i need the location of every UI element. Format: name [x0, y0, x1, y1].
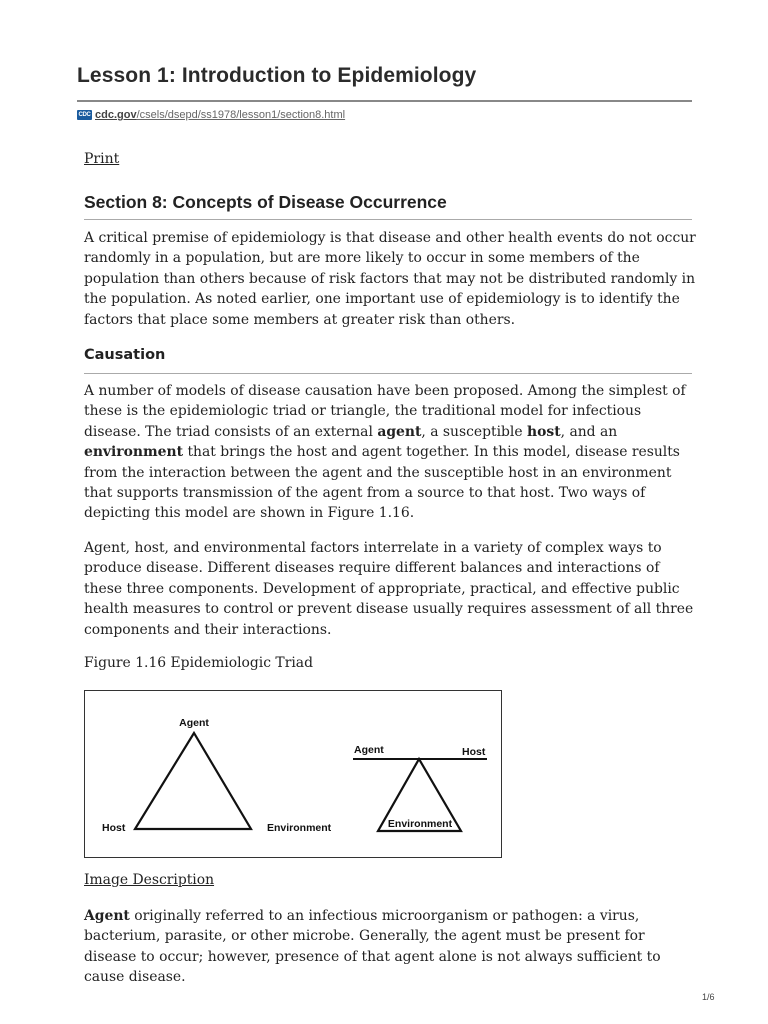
triangle-environment-label: Environment — [267, 822, 332, 834]
causation-paragraph-2: Agent, host, and environmental factors interrelate in a variety of complex ways to produce disease. Different diseases require different balances and interactions of these three components. Development of appropriate, practical, and effective public health measures to control or prevent disease usually requires assessment of all three components and their interactions. — [84, 540, 694, 638]
cdc-logo: CDC — [78, 112, 91, 118]
epidemiologic-triad-figure — [84, 690, 502, 858]
balance-host-label: Host — [462, 746, 486, 758]
triad-triangle — [135, 733, 251, 829]
term-host: host — [527, 423, 561, 440]
page-number: 1/6 — [702, 992, 715, 1002]
image-description-link[interactable]: Image Description — [84, 872, 215, 888]
section-title: Section 8: Concepts of Disease Occurrence — [84, 192, 447, 212]
figure-caption: Figure 1.16 Epidemiologic Triad — [84, 655, 313, 671]
term-environment: environment — [84, 444, 184, 461]
source-path[interactable]: /csels/dsepd/ss1978/lesson1/section8.html — [136, 109, 346, 121]
agent-paragraph: Agent originally referred to an infectious microorganism or pathogen: a virus, bacterium, parasite, or other microbe. Generally, the agent must be present for disease to occur; however, presence of that agent alone is not always sufficient to cause disease. — [84, 908, 661, 986]
causation-paragraph-1: A number of models of disease causation have been proposed. Among the simplest of these is the epidemiologic triad or triangle, the traditional model for infectious disease. The triad consists of an external agent, a susceptible host, and an environment that brings the host and agent together. In this model, disease results from the interaction between the agent and the susceptible host in an environment that supports transmission of the agent from a source to that host. Two ways of depicting this model are shown in Figure 1.16. — [84, 383, 686, 522]
term-agent: agent — [377, 423, 422, 440]
triangle-host-label: Host — [102, 822, 126, 834]
intro-paragraph: A critical premise of epidemiology is that disease and other health events do not occur randomly in a population, but are more likely to occur in some members of the population than others because of risk factors that may not be distributed randomly in the population. As noted earlier, one important use of epidemiology is to identify the factors that place some members at greater risk than others. — [84, 230, 696, 328]
page-title: Lesson 1: Introduction to Epidemiology — [77, 64, 477, 87]
term-agent-heading: Agent — [84, 908, 130, 924]
balance-environment-label: Environment — [387, 818, 453, 830]
triad-diagram — [85, 691, 501, 857]
causation-heading: Causation — [84, 347, 166, 363]
section-divider — [84, 219, 692, 220]
source-domain[interactable]: cdc.gov — [95, 109, 137, 121]
balance-agent-label: Agent — [354, 744, 384, 756]
triangle-agent-label: Agent — [179, 717, 209, 729]
title-divider — [77, 100, 692, 102]
causation-divider — [84, 373, 692, 374]
source-url[interactable] — [77, 107, 345, 123]
print-link[interactable]: Print — [84, 151, 120, 167]
